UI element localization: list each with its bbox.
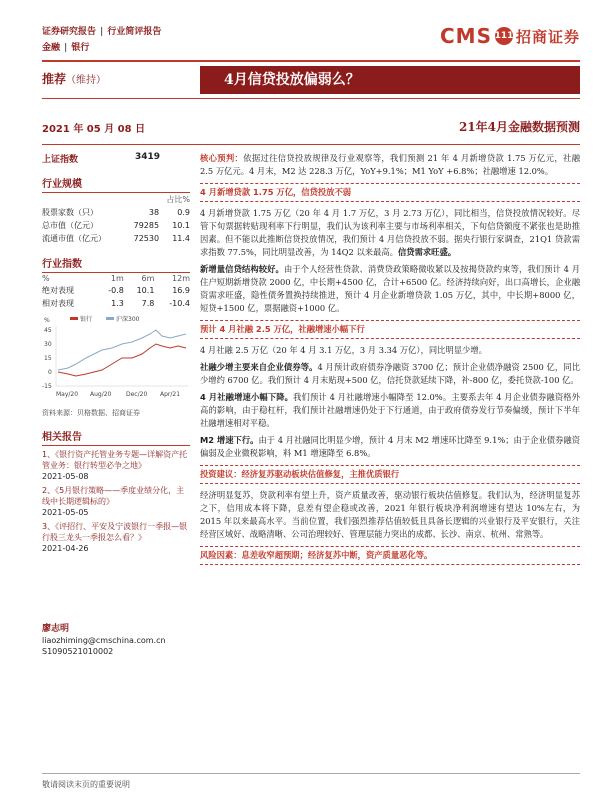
para-tsf: 4 月社融 2.5 万亿（20 年 4 月 3.1 万亿，3 月 3.34 万亿），同比明显少增。 [200,345,487,355]
para-bonds: 社融少增主要来自企业债券等。4 月预计政府债券净融资 3700 亿；预计企业债净融资 2500 亿，同比少增约 6700 亿。我们预计 4 月末贴现+500 亿，信托贷款延续下降，补-800 亿，委托贷款-100 亿。 [200,362,580,385]
series-bank-line [58,344,186,376]
rating [42,70,106,87]
analyst-email[interactable]: liaozhiming@cmschina.com.cn [42,636,166,645]
chart-y-tick: 45 [44,327,52,334]
legend-bank: 银行 [80,316,93,323]
para-tsf-growth: 4 月社融增速小幅下降。我们预计 4 月社融增速小幅降至 12.0%。主要系去年 4 月企业债券融资格外高的影响，由于稳杠杆，我们预计社融增速仍处于下行通道，由于政府债券发行节奏偏缓，预计下半年社融增速相对平稳。 [200,392,580,428]
section-risk: 风险因素：息差收窄超预期；经济复苏中断，资产质量恶化等。 [200,546,580,565]
para-m2: M2 增速下行。由于 4 月社融同比明显少增，预计 4 月末 M2 增速环比降至 9.1%；由于企业债券融资偏弱及企业微税影响，料 M1 增速降至 6.8%。 [200,435,581,458]
series-hs300-line [58,330,186,370]
related-report-2[interactable]: 2、《5月银行策略——季度业绩分化，主线中长期逻辑标的》 2021-05-05 [42,486,185,517]
report-title: 4月信贷投放偏弱么？ [200,66,580,94]
chart-x-tick: Apr/21 [160,391,181,398]
index-chart [42,314,190,404]
report-date: 2021 年 05 月 08 日 [42,124,146,135]
sidebar [42,152,190,657]
related-report-1[interactable]: 1、《银行资产托管业务专题—详解资产托管业务：银行转型必争之地》 2021-05-08 [42,450,188,481]
footer-note: 敬请阅读末页的重要说明 [42,780,130,789]
analyst-id: S1090521010002 [42,647,114,656]
perf-table [42,273,190,310]
scale-title: 行业规模 [42,175,190,193]
scale-table [42,193,190,245]
table-row: % 1m 6m 12m [42,274,190,283]
related-report-3[interactable]: 3、《评招行、平安及宁波银行一季报—银行股三龙头一季报怎么看？》 2021-04-26 [42,522,188,553]
title-divider [42,98,580,99]
header-divider [42,60,580,62]
company-logo [440,22,580,50]
tag-research: 证券研究报告 [42,27,97,37]
chart-x-tick: May/20 [56,391,79,398]
table-row: 绝对表现 -0.8 10.1 16.9 [42,286,190,295]
rating-sub: （维持） [66,75,107,86]
para-loans: 4 月新增贷款 1.75 万亿（20 年 4 月 1.7 万亿，3 月 2.73 万亿），同比相当，信贷投放情况较好。尽管下旬票据转贴现利率下行明显，我们认为该利率主要与市场利率相关，下旬信贷额度不紧张也是助推因素。但不能以此推断信贷投放情况，我们预计 4 月信贷投放不弱。据央行银行家调查，21Q1 贷款需求指数 77.5%，同比明显改善，为 14Q2 以来最高。信贷需求旺盛。 [200,208,580,257]
chart-y-tick: 30 [44,341,52,348]
tag-sector: 金融 [42,43,61,53]
para-advice: 经济明显复苏，贷款利率有望上升，资产质量改善，驱动银行板块估值修复。我们认为，经济明显复苏之下，信用成本将下降，息差有望企稳或改善，2021 年银行板块净利润增速有望达 10%左右，为 2015 年以来最高水平。当前位置，我们强烈推荐估值较低且具备长逻辑的兴业银行及平安银行，关注经营区域好、战略清晰、公司治理较好、管理层能力突出的成都、长沙、南京、杭州、常熟等。 [200,490,580,539]
para-structure: 新增量信贷结构较好。由于个人经营性贷款、消费贷政策略微收紧以及按揭贷款约束等，我们预计 4 月住户短期新增贷款 2000 亿，中长期+4500 亿，合计+6500 亿。经济持续向好，出口高增长，企业融资需求旺盛，隐性债务置换持续推进，预计 4 月企业新增贷款 1.05 万亿，其中，中长期+8000 亿，短贷+1500 亿，票据融资+1000 亿。 [200,264,580,313]
chart-y-tick: 0 [48,369,52,376]
chart-source: 资料来源：贝格数据、招商证券 [42,409,140,417]
index-value: 3419 [134,152,160,162]
chart-x-tick: Aug/20 [90,391,112,398]
index-label: 上证指数 [42,155,79,165]
chart-y-tick: % [44,317,50,324]
section-heading-loans: 4 月新增贷款 1.75 万亿，信贷投放不弱 [200,183,580,202]
chart-y-tick: -15 [42,383,52,390]
table-row: 股票家数（只） 38 0.9 [42,208,190,217]
tag-industry: 银行 [71,43,90,53]
logo-cn: 招商证券 [515,27,580,46]
logo-en: CMS [440,24,492,48]
core-forecast: 核心预判：依据过往信贷投放规律及行业观察等，我们预测 21 年 4 月新增贷款 1.75 万亿元，社融 2.5 万亿元。4 月末，M2 达 228.3 万亿，YoY+9.1%；M1 YoY +6.8%；社融增速 12.0%。 [200,153,580,176]
chart-x-tick: Dec/20 [126,391,148,398]
table-row: 总市值（亿元） 79285 10.1 [42,221,190,230]
table-row: 相对表现 1.3 7.8 -10.4 [42,299,190,308]
section-heading-tsf: 预计 4 月社融 2.5 万亿，社融增速小幅下行 [200,320,580,339]
main-body [200,152,580,570]
legend-swatch-bank [70,317,78,320]
chart-y-tick: 15 [44,355,52,362]
index-row [42,152,190,165]
subtitle-divider [42,144,580,145]
report-header-tags: 证券研究报告 | 行业简评报告 金融 | 银行 [42,27,162,53]
perf-title: 行业指数 [42,255,190,273]
legend-swatch-hs300 [106,317,114,320]
table-row: 占比% [166,195,190,204]
table-row: 流通市值（亿元） 72530 11.4 [42,234,190,243]
rating-label: 推荐 [42,72,67,86]
related-title: 相关报告 [42,428,190,446]
logo-circle-icon: 111 [495,27,513,45]
footer-divider [42,773,580,774]
section-heading-advice: 投资建议：经济复苏驱动板块估值修复，主推优质银行 [200,465,580,484]
analyst-name: 廖志明 [42,624,70,634]
report-subtitle: 21年4月金融数据预测 [458,120,580,134]
analyst-info [42,624,190,657]
legend-hs300: 沪深300 [116,316,140,323]
tag-report-type: 行业简评报告 [107,27,162,37]
